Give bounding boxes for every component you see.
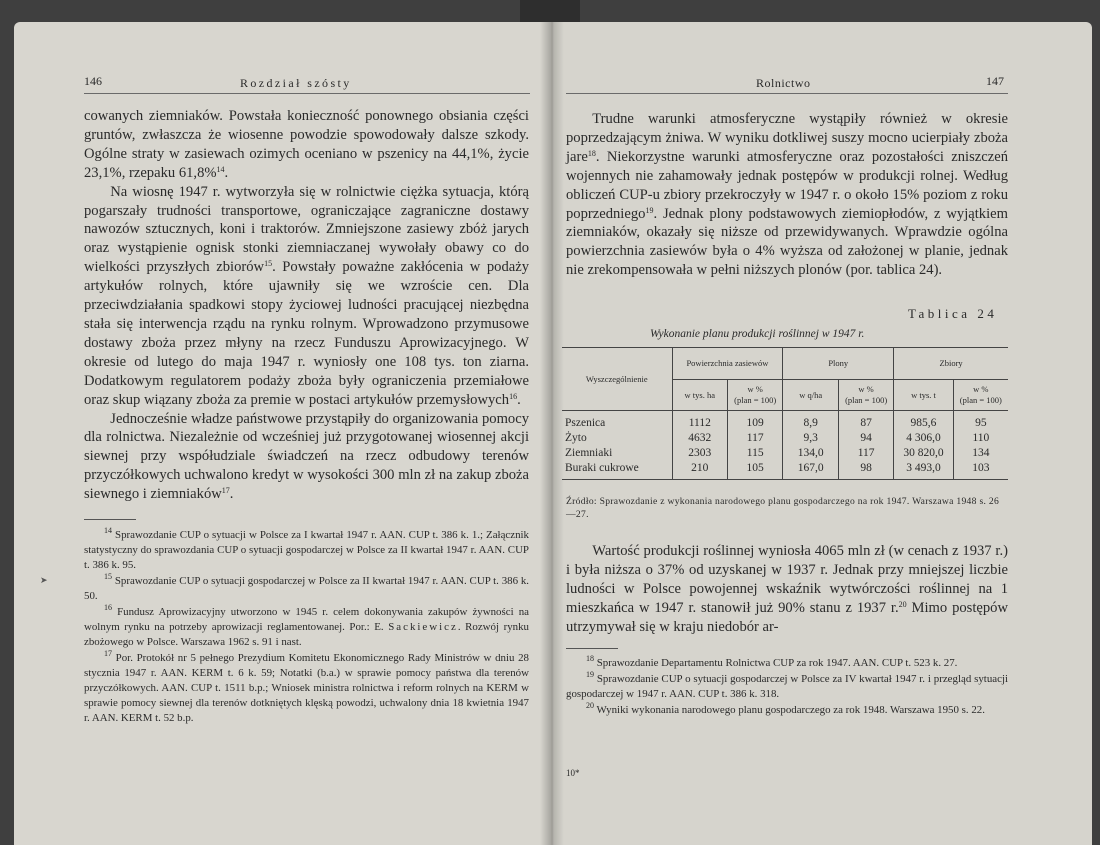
text: cowanych ziemniaków. Powstała konieczność ponownego obsiania części gruntów, zwłaszcza że wiosenne powodzie spowodowały dalsze szkody. Ogólne straty w zasiewach ozimych oceniano w pszenicy na 44,1%, życie 23,1%, rzepaku 61,8% (84, 108, 529, 181)
table-subheader: w q/ha (783, 380, 839, 411)
left-footnotes (84, 528, 529, 727)
table-cell: 103 (953, 461, 1008, 480)
footnote-20 (566, 703, 1008, 718)
table-cell: 3 493,0 (894, 461, 953, 480)
right-header-rule (566, 93, 1008, 94)
footnote-ref[interactable]: 14 (216, 164, 225, 174)
table-row (562, 431, 1008, 446)
left-page-number: 146 (84, 74, 102, 88)
text: Na wiosnę 1947 r. wytworzyła się w rolnictwie ciężka sytuacja, którą pogarszały trudności transportowe, ograniczające zagraniczne dostawy nawozów sztucznych, koni i traktorów. Zmniejszone zasiewy zbóż jarych oraz wystąpienie ognisk stonki ziemniaczanej wywołały obawy co do wielkości przyszłych zbiorów (84, 183, 529, 276)
table-cell: 134 (953, 446, 1008, 461)
footnote-text: Sprawozdanie CUP o sytuacji gospodarczej w Polsce za IV kwartał 1947 r. i przegląd sytuacji gospodarczej w 1947 r. AAN. CUP t. 386 k. 318. (566, 673, 1008, 700)
right-footnote-rule (566, 648, 618, 649)
table-cell: 117 (728, 431, 783, 446)
left-paragraph-2 (84, 183, 529, 410)
table-cell: 94 (839, 431, 894, 446)
production-table (562, 347, 1008, 480)
text: Mimo postępów utrzymywał się w kraju niedobór ar- (566, 599, 1009, 635)
table-cell-label: Ziemniaki (565, 447, 613, 459)
table-row (562, 446, 1008, 461)
table-cell: 105 (728, 461, 783, 480)
table-cell: 117 (839, 446, 894, 461)
footnote-18 (566, 656, 1008, 671)
text: . Niekorzystne warunki atmosferyczne oraz pozostałości zniszczeń wojennych nie zahamowały jednak postępów w produkcji rolnej. Według obliczeń CUP-u zbiory przekroczyły w 1947 r. o około 15% poziom z roku poprzedniego (566, 148, 1008, 222)
table-cell-label: Żyto (565, 432, 587, 444)
right-running-head: Rolnictwo (756, 76, 811, 90)
footnote-15 (84, 574, 529, 604)
table-cell: 110 (953, 431, 1008, 446)
right-paragraph-2 (566, 542, 1008, 637)
footnote-number: 14 (104, 526, 112, 535)
text: . (224, 164, 229, 181)
right-body-bottom (566, 542, 1008, 637)
text: Trudne warunki atmosferyczne wystąpiły również w okresie poprzedzającym żniwa. W wyniku dotkliwej suszy mocno ucierpiały zboża jare (566, 111, 1008, 165)
text: . (517, 391, 521, 408)
right-paragraph-1 (566, 110, 1008, 280)
table-group-header-row (562, 348, 1008, 380)
footnote-16 (84, 605, 529, 650)
table-cell: 98 (839, 461, 894, 480)
table-cell: 9,3 (783, 431, 839, 446)
footnote-ref[interactable]: 18 (587, 148, 596, 158)
footnote-text: Sprawozdanie Departamentu Rolnictwa CUP za rok 1947. AAN. CUP t. 523 k. 27. (596, 657, 958, 669)
left-paragraph-3 (84, 410, 529, 505)
right-footnotes (566, 656, 1008, 719)
table-subheader: w tys. ha (672, 380, 728, 411)
table-cell: 30 820,0 (894, 446, 953, 461)
table-cell: 2303 (672, 446, 728, 461)
footnote-17 (84, 651, 529, 726)
footnote-text: . Rozwój rynku zbożowego w Polsce. Warszawa 1962 s. 91 i nast. (84, 621, 529, 648)
footnote-number: 19 (586, 670, 594, 679)
left-header-rule (84, 93, 530, 94)
footnote-author: Sackiewicz (388, 621, 458, 633)
book-gutter (540, 22, 564, 845)
table-cell: 8,9 (783, 411, 839, 432)
table-cell-label: Pszenica (565, 417, 606, 429)
table-subheader: w % (plan = 100) (839, 380, 894, 411)
footnote-ref[interactable]: 17 (221, 486, 230, 496)
table-cell: 109 (728, 411, 783, 432)
footnote-number: 17 (104, 649, 112, 658)
footnote-ref[interactable]: 16 (509, 391, 518, 401)
table-group-header: Powierzchnia zasiewów (672, 348, 783, 380)
table-cell: 87 (839, 411, 894, 432)
table-cell: 134,0 (783, 446, 839, 461)
right-body-top (566, 110, 1008, 280)
table-cell: 985,6 (894, 411, 953, 432)
table-label: Tablica 24 (908, 306, 998, 321)
left-running-head: Rozdział szósty (240, 76, 352, 90)
table-row (562, 411, 1008, 432)
table-subheader: w % (plan = 100) (953, 380, 1008, 411)
footnote-19 (566, 672, 1008, 702)
table-col-first: Wyszczególnienie (562, 348, 672, 411)
text: Jednocześnie władze państwowe przystąpiły do organizowania pomocy dla rolnictwa. Niezależnie od wcześniej już przygotowanej wiosennej akcji siewnej przy współudziale świadczeń na rzecz odbudowy terenów przyczółkowych uchwalono kredyt w wysokości 300 mln zł na zakup zboża siewnego i ziemniaków (84, 410, 529, 503)
left-body (84, 107, 529, 504)
margin-mark: ➤ (40, 575, 48, 585)
footnote-text: Sprawozdanie CUP o sytuacji gospodarczej w Polsce za II kwartał 1947 r. AAN. CUP t. 386 k. 50. (84, 575, 529, 602)
text: . Jednak plony podstawowych ziemiopłodów, z wyjątkiem ziemniaków, okazały się niższe od przewidywanych. Wprawdzie ogólna powierzchnia zasiewów była o 4% wyższa od założonej w planie, jednak nie zrekompensowała w pełni niższych plonów (por. tablica 24). (566, 205, 1008, 279)
footnote-text: Fundusz Aprowizacyjny utworzono w 1945 r. celem dokonywania zakupów żywności na wolnym rynku na potrzeby aprowizacji reglamentowanej. Por.: E. (84, 606, 529, 633)
table-group-header: Zbiory (894, 348, 1008, 380)
text: . Powstały poważne zakłócenia w podaży artykułów rolnych, które ujawniły się we wzroście cen. Dla przeciwdziałania spadkowi stopy życiowej ludności pracującej niezbędna stała się interwencja rządu na rynku rolnym. Wprowadzono przymusowe dostawy zboża przez młyny na rzecz Funduszu Aprowizacyjnego. W okresie od lutego do maja 1947 r. wyniosły one 108 tys. ton ziarna. Dodatkowym regulatorem podaży zboża były ograniczenia przemiałowe oraz skup wiązany zboża za premie w postaci artykułów przemysłowych (84, 259, 529, 408)
table-subheader: w tys. t (894, 380, 953, 411)
text: Wartość produkcji roślinnej wyniosła 4065 mln zł (w cenach z 1937 r.) i była niższa o 37% od uzyskanej w 1937 r. Jednak przy mniejszej liczbie ludności w Polsce powojennej wskaźnik wytwórczości roślinnej na 1 mieszkańca w 1947 r. stanowił już 90% stanu z 1937 r. (566, 543, 1008, 616)
table-cell-label: Buraki cukrowe (565, 462, 639, 474)
table-cell: 210 (672, 461, 728, 480)
footnote-number: 15 (104, 572, 112, 581)
table-source: Źródło: Sprawozdanie z wykonania narodowego planu gospodarczego na rok 1947. Warszawa 1948 s. 26—27. (566, 496, 1000, 520)
table-cell: 4 306,0 (894, 431, 953, 446)
printer-signature: 10* (566, 768, 580, 778)
left-paragraph-1 (84, 107, 529, 183)
table-subheader: w % (plan = 100) (728, 380, 783, 411)
table-group-header: Plony (783, 348, 894, 380)
right-page-number: 147 (986, 74, 1004, 88)
footnote-text: Wyniki wykonania narodowego planu gospodarczego za rok 1948. Warszawa 1950 s. 22. (596, 704, 985, 716)
table-title: Wykonanie planu produkcji roślinnej w 1947 r. (650, 328, 865, 340)
footnote-number: 18 (586, 654, 594, 663)
table-row (562, 461, 1008, 480)
footnote-text: Sprawozdanie CUP o sytuacji w Polsce za I kwartał 1947 r. AAN. CUP t. 386 k. 1.; Załącznik statystyczny do sprawozdania CUP o sytuacji gospodarczej w Polsce za II kwartał 1947 r. AAN. CUP t. 386 k. 95. (84, 529, 529, 571)
footnote-ref[interactable]: 20 (898, 599, 907, 609)
table-cell: 95 (953, 411, 1008, 432)
footnote-number: 16 (104, 603, 112, 612)
footnote-text: Por. Protokół nr 5 pełnego Prezydium Komitetu Ekonomicznego Rady Ministrów w dniu 28 stycznia 1947 r. AAN. KERM t. 6 k. 59; Notatki (b.a.) w sprawie pomocy państwa dla terenów przyczółkowych. AAN. CUP t. 1511 b.p.; Wniosek ministra rolnictwa i reform rolnych na KERM w sprawie pomocy siewnej dla terenów dotkniętych klęską powodzi, uchwalony dnia 18 kwietnia 1947 r. AAN. KERM t. 52 b.p. (84, 652, 529, 724)
table-cell: 4632 (672, 431, 728, 446)
text: . (229, 486, 234, 503)
table-cell: 115 (728, 446, 783, 461)
footnote-ref[interactable]: 15 (264, 259, 273, 269)
footnote-ref[interactable]: 19 (645, 205, 654, 215)
footnote-14 (84, 528, 529, 573)
left-footnote-rule (84, 519, 136, 520)
table-cell: 1112 (672, 411, 728, 432)
book-spine (520, 0, 580, 24)
footnote-number: 20 (586, 701, 594, 710)
table-cell: 167,0 (783, 461, 839, 480)
